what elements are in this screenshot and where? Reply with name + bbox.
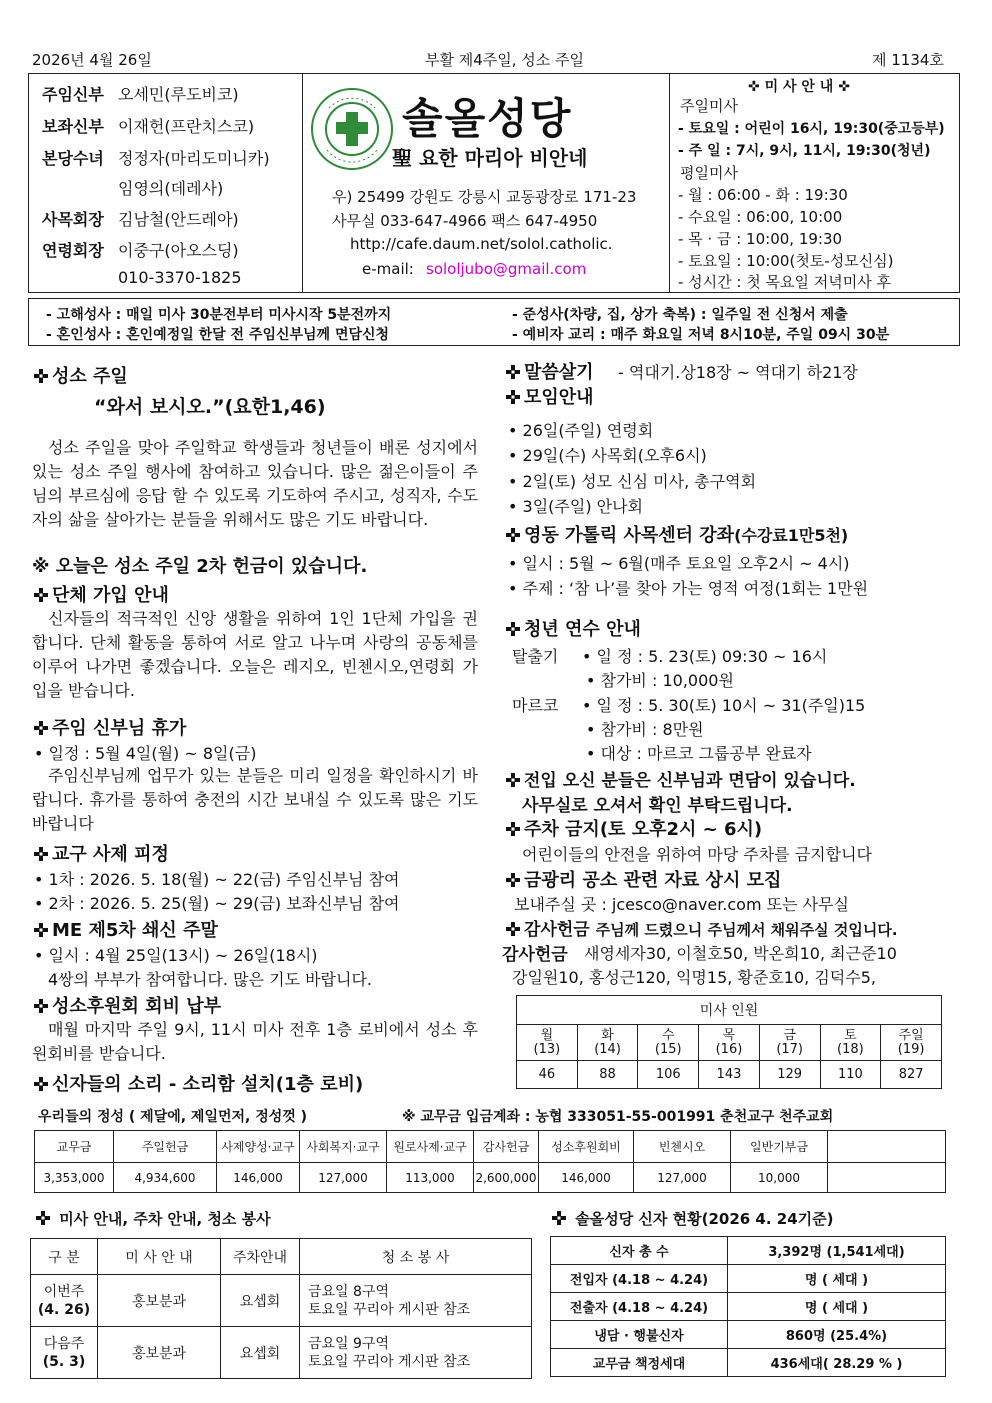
parish-title: 솔올성당 xyxy=(402,94,573,143)
clergy-role: 사목회장 xyxy=(42,210,104,229)
section-title: 성소후원회 회비 납부 xyxy=(52,996,222,1017)
section-title: 금광리 공소 관련 자료 상시 모집 xyxy=(524,870,782,891)
cleaning-cell xyxy=(300,1327,532,1379)
cleaning-line: 토요일 꾸리아 게시판 참조 xyxy=(308,1301,471,1318)
attendance-day: 토 (18) xyxy=(820,1025,881,1061)
offering-header: 사제양성·교구 xyxy=(217,1131,300,1163)
offering-value: 2,600,000 xyxy=(474,1163,539,1193)
offering-value: 127,000 xyxy=(300,1163,387,1193)
flower-icon: ✜ xyxy=(838,79,850,95)
section-title: 솔올성당 신자 현황(2026 4. 24기준) xyxy=(575,1210,834,1228)
clergy-name: 임영의(데레사) xyxy=(118,179,224,198)
issue-number: 제 1134호 xyxy=(872,51,944,69)
offering-table xyxy=(34,1130,946,1193)
notice-confession: - 고해성사 : 매일 미사 30분전부터 미사시작 5분전까지 xyxy=(46,307,392,323)
attendance-count: 106 xyxy=(638,1061,699,1089)
service-table xyxy=(30,1238,532,1379)
parish-address: 우) 25499 강원도 강릉시 교동광장로 171-23 xyxy=(332,188,637,206)
clergy-name: 이재헌(프란치스코) xyxy=(118,117,255,136)
section-title: 미사 안내, 주차 안내, 청소 봉사 xyxy=(59,1210,271,1228)
offering-value: 3,353,000 xyxy=(35,1163,114,1193)
offering-header xyxy=(828,1131,946,1163)
parish-patron: 聖 요한 마리아 비안네 xyxy=(392,146,588,170)
bullet-icon xyxy=(506,773,520,787)
bullet-icon xyxy=(506,390,520,404)
offering-header: 사회복지·교구 xyxy=(300,1131,387,1163)
section-title: ME 제5차 쇄신 주말 xyxy=(52,920,218,941)
retreat-line-1: • 1차 : 2026. 5. 18(월) ~ 22(금) 주임신부님 참여 xyxy=(34,870,400,889)
section-vocation-sunday xyxy=(34,362,128,388)
thanksgiving-subtitle: 주님께 드렸으니 주님께서 채워주실 것입니다. xyxy=(595,921,898,939)
vacation-body: 주임신부님께 업무가 있는 분들은 미리 일정을 확인하시기 바랍니다. 휴가를 통하여 충전의 시간 보내실 수 있도록 많은 기도 바랍니다 xyxy=(32,766,478,833)
service-header: 주차안내 xyxy=(221,1239,300,1275)
offering-value: 146,000 xyxy=(539,1163,634,1193)
section-meetings xyxy=(506,383,594,409)
gonso-materials-body: 보내주실 곳 : jcesco@naver.com 또는 사무실 xyxy=(514,895,850,914)
parish-email[interactable]: sololjubo@gmail.com xyxy=(426,260,587,278)
offering-value: 127,000 xyxy=(634,1163,731,1193)
members-row xyxy=(551,1237,946,1265)
bullet-icon xyxy=(506,622,520,636)
parish-seal-logo xyxy=(309,86,395,172)
sunday-mass-line: - 토요일 : 어린이 16시, 19:30(중고등부) xyxy=(678,121,945,137)
offering-header: 일반기부금 xyxy=(731,1131,828,1163)
word-living-text: - 역대기.상18장 ~ 역대기 하21장 xyxy=(618,363,858,382)
bullet-icon xyxy=(506,873,520,887)
members-row xyxy=(551,1321,946,1349)
thanksgiving-donors: 새영세자30, 이철호50, 박온희10, 최근준10 xyxy=(584,944,897,963)
section-newcomers xyxy=(506,766,856,791)
attendance-day: 수 (15) xyxy=(638,1025,699,1061)
section-priest-retreat xyxy=(34,840,169,866)
mass-attendance-table xyxy=(516,995,942,1089)
second-collection-note: ※ 오늘은 성소 주일 2차 헌금이 있습니다. xyxy=(32,556,368,577)
offering-value: 113,000 xyxy=(387,1163,474,1193)
attendance-day: 월 (13) xyxy=(517,1025,578,1061)
attendance-title: 미사 인원 xyxy=(517,996,942,1025)
week-label: 다음주 xyxy=(43,1335,85,1352)
offering-title: 우리들의 정성 ( 제달에, 제일먼저, 정성껏 ) xyxy=(38,1109,308,1125)
parish-website[interactable]: http://cafe.daum.net/solol.catholic. xyxy=(350,235,613,253)
meeting-item: • 2일(토) 성모 신심 미사, 총구역회 xyxy=(508,472,757,491)
members-label: 교무금 책정세대 xyxy=(551,1349,728,1377)
week-cell xyxy=(31,1275,98,1327)
members-value: 860명 (25.4%) xyxy=(728,1321,946,1349)
offering-header: 빈첸시오 xyxy=(634,1131,731,1163)
weekday-mass-line: - 수요일 : 06:00, 10:00 xyxy=(678,208,843,226)
members-section-title xyxy=(552,1208,834,1229)
offering-header: 성소후원회비 xyxy=(539,1131,634,1163)
bullet-icon xyxy=(506,922,520,936)
attendance-count: 143 xyxy=(699,1061,760,1089)
mass-guide-title xyxy=(748,76,850,96)
section-title: 청년 연수 안내 xyxy=(524,619,641,640)
bullet-icon xyxy=(34,369,48,383)
me-schedule: • 일시 : 4월 25일(13시) ~ 26일(18시) xyxy=(34,946,318,965)
offering-account: ※ 교무금 입금계좌 : 농협 333051-55-001991 춘천교구 천주교회 xyxy=(402,1109,834,1125)
section-group-join xyxy=(34,581,169,607)
vocation-body: 성소 주일을 맞아 주일학교 학생들과 청년들이 배론 성지에서 있는 성소 주일 행사에 참여하고 있습니다. 많은 젊은이들이 주님의 부르심에 응답 할 수 있도록 기도하여 주시고, 성직자, 수도자의 삶을 살아가는 분들을 위해서도 많은 기도 바랍니다. xyxy=(32,438,478,529)
members-label: 전입자 (4.18 ~ 4.24) xyxy=(551,1265,728,1293)
bullet-icon xyxy=(506,822,520,836)
section-title: 신자들의 소리 - 소리함 설치(1층 로비) xyxy=(52,1074,364,1095)
training-detail: • 참가비 : 10,000원 xyxy=(586,671,734,690)
bullet-icon xyxy=(34,588,48,602)
mass-guide-cell: 홍보분과 xyxy=(98,1275,221,1327)
meeting-item: • 29일(수) 사목회(오후6시) xyxy=(508,446,707,465)
members-row xyxy=(551,1349,946,1377)
clergy-role: 주임신부 xyxy=(42,85,104,104)
section-title: 단체 가입 안내 xyxy=(52,585,169,606)
sunday-mass-label: 주일미사 xyxy=(680,97,738,115)
week-date: (5. 3) xyxy=(42,1353,86,1370)
members-value: 436세대( 28.29 % ) xyxy=(728,1349,946,1377)
bullet-icon xyxy=(506,528,520,542)
offering-header: 원로사제·교구 xyxy=(387,1131,474,1163)
meeting-item: • 26일(주일) 연령회 xyxy=(508,421,654,440)
divider xyxy=(302,73,303,293)
section-title: 성소 주일 xyxy=(52,366,128,387)
section-title: 말씀살기 xyxy=(524,362,594,383)
vocation-quote: “와서 보시오.”(요한1,46) xyxy=(94,396,326,418)
parking-cell: 요셉회 xyxy=(221,1327,300,1379)
section-youth-training xyxy=(506,615,641,641)
offering-value: 4,934,600 xyxy=(114,1163,217,1193)
attendance-count: 827 xyxy=(881,1061,942,1089)
section-pastor-vacation xyxy=(34,714,186,740)
issue-date: 2026년 4월 26일 xyxy=(32,51,152,69)
section-vocation-support xyxy=(34,992,221,1018)
notice-marriage: - 혼인성사 : 혼인예정일 한달 전 주임신부님께 면담신청 xyxy=(46,327,390,343)
section-thanksgiving xyxy=(506,915,898,940)
weekday-mass-line: - 토요일 : 10:00(첫토-성모신심) xyxy=(678,252,894,270)
section-title: 영동 가톨릭 사목센터 강좌 xyxy=(524,525,735,546)
cleaning-line: 토요일 꾸리아 게시판 참조 xyxy=(308,1353,471,1370)
training-detail: • 일 정 : 5. 23(토) 09:30 ~ 16시 xyxy=(582,647,828,666)
attendance-day: 주일 (19) xyxy=(881,1025,942,1061)
section-yeongdong-lecture xyxy=(506,521,848,547)
members-value: 명 ( 세대 ) xyxy=(728,1293,946,1321)
lecture-fee: (수강료1만5천) xyxy=(734,526,849,545)
clergy-role: 본당수녀 xyxy=(42,149,104,168)
newcomers-body: 사무실로 오셔서 확인 부탁드립니다. xyxy=(522,796,793,816)
section-title: 감사헌금 xyxy=(524,920,590,940)
bullet-icon xyxy=(34,999,48,1013)
attendance-count: 129 xyxy=(759,1061,820,1089)
service-header: 청 소 봉 사 xyxy=(300,1239,532,1275)
training-detail: • 대상 : 마르코 그룹공부 완료자 xyxy=(586,744,812,763)
section-no-parking xyxy=(506,815,762,841)
bullet-icon xyxy=(552,1211,566,1225)
members-row xyxy=(551,1265,946,1293)
members-label: 신자 총 수 xyxy=(551,1237,728,1265)
section-voice-box xyxy=(34,1070,363,1096)
section-title: 주임 신부님 휴가 xyxy=(52,718,187,739)
clergy-role: 연령회장 xyxy=(42,241,104,260)
weekday-mass-line: - 목 · 금 : 10:00, 19:30 xyxy=(678,230,843,248)
notice-catechumen: - 예비자 교리 : 매주 화요일 저녁 8시10분, 주일 09시 30분 xyxy=(512,327,890,343)
section-gonso-materials xyxy=(506,866,781,892)
me-note: 4쌍의 부부가 참여합니다. 많은 기도 바랍니다. xyxy=(48,970,372,989)
section-title: 교구 사제 피정 xyxy=(52,844,169,865)
attendance-count: 46 xyxy=(517,1061,578,1089)
lecture-topic: • 주제 : ‘참 나’를 찾아 가는 영적 여정(1회는 1만원 xyxy=(508,579,869,598)
training-group-name: 마르코 xyxy=(512,696,559,715)
cleaning-line: 금요일 8구역 xyxy=(308,1283,389,1300)
flower-icon: ✜ xyxy=(748,79,760,95)
clergy-name: 오세민(루도비코) xyxy=(118,85,239,104)
members-value: 명 ( 세대 ) xyxy=(728,1265,946,1293)
week-date: (4. 26) xyxy=(37,1301,91,1318)
training-detail: • 일 정 : 5. 30(토) 10시 ~ 31(주일)15 xyxy=(582,696,866,715)
offering-header: 교무금 xyxy=(35,1131,114,1163)
attendance-day: 목 (16) xyxy=(699,1025,760,1061)
mass-title-text: 미 사 안 내 xyxy=(764,79,834,95)
attendance-count: 88 xyxy=(577,1061,638,1089)
members-label: 냉담 · 행불신자 xyxy=(551,1321,728,1349)
training-detail: • 참가비 : 8만원 xyxy=(586,720,704,739)
thanksgiving-donors: 강일원10, 홍성근120, 익명15, 황준호10, 김덕수5, xyxy=(512,968,876,987)
section-title: 주차 금지(토 오후2시 ~ 6시) xyxy=(524,819,763,840)
week-cell xyxy=(31,1327,98,1379)
liturgical-title: 부활 제4주일, 성소 주일 xyxy=(425,51,585,69)
lecture-schedule: • 일시 : 5월 ~ 6월(매주 토요일 오후2시 ~ 4시) xyxy=(508,554,850,573)
bullet-icon xyxy=(34,923,48,937)
clergy-role: 보좌신부 xyxy=(42,117,104,136)
clergy-name: 정정자(마리도미니카) xyxy=(118,149,270,168)
service-section-title xyxy=(36,1208,271,1229)
meeting-item: • 3일(주일) 안나회 xyxy=(508,497,644,516)
vocation-support-body: 매월 마지막 주일 9시, 11시 미사 전후 1층 로비에서 성소 후원회비를 받습니다. xyxy=(32,1020,478,1063)
service-row xyxy=(31,1327,532,1379)
members-label: 전출자 (4.18 ~ 4.24) xyxy=(551,1293,728,1321)
offering-header: 감사헌금 xyxy=(474,1131,539,1163)
section-word-living xyxy=(506,358,594,384)
offering-header: 주일헌금 xyxy=(114,1131,217,1163)
offering-value xyxy=(828,1163,946,1193)
attendance-day: 화 (14) xyxy=(577,1025,638,1061)
service-header: 미 사 안 내 xyxy=(98,1239,221,1275)
divider xyxy=(669,73,670,293)
members-table xyxy=(550,1236,946,1377)
week-label: 이번주 xyxy=(43,1283,85,1300)
weekday-mass-line: - 월 : 06:00 - 화 : 19:30 xyxy=(678,186,848,204)
no-parking-body: 어린이들의 안전을 위하여 마당 주차를 금지합니다 xyxy=(522,845,873,864)
cleaning-cell xyxy=(300,1275,532,1327)
weekday-mass-line: - 성시간 : 첫 목요일 저녁미사 후 xyxy=(678,273,891,291)
service-header: 구 분 xyxy=(31,1239,98,1275)
members-value: 3,392명 (1,541세대) xyxy=(728,1237,946,1265)
clergy-name: 이중구(아오스딩) xyxy=(118,241,239,260)
members-row xyxy=(551,1293,946,1321)
bullet-icon xyxy=(34,847,48,861)
notice-blessing: - 준성사(차량, 집, 상가 축복) : 일주일 전 신청서 제출 xyxy=(512,307,848,323)
bullet-icon xyxy=(34,721,48,735)
clergy-name: 김남철(안드레아) xyxy=(118,210,239,229)
vacation-schedule: • 일정 : 5월 4일(월) ~ 8일(금) xyxy=(34,744,257,763)
section-title: 모임안내 xyxy=(524,387,594,408)
parish-phone: 사무실 033-647-4966 팩스 647-4950 xyxy=(332,212,598,230)
bullet-icon xyxy=(34,1077,48,1091)
training-group-name: 탈출기 xyxy=(512,647,559,666)
parking-cell: 요셉회 xyxy=(221,1275,300,1327)
attendance-day: 금 (17) xyxy=(759,1025,820,1061)
section-title: 전입 오신 분들은 신부님과 면담이 있습니다. xyxy=(524,771,856,791)
cleaning-line: 금요일 9구역 xyxy=(308,1335,389,1352)
offering-value: 10,000 xyxy=(731,1163,828,1193)
attendance-count: 110 xyxy=(820,1061,881,1089)
clergy-phone: 010-3370-1825 xyxy=(118,268,242,287)
retreat-line-2: • 2차 : 2026. 5. 25(월) ~ 29(금) 보좌신부님 참여 xyxy=(34,894,400,913)
thanksgiving-label: 감사헌금 xyxy=(502,945,568,965)
email-label: e-mail: xyxy=(362,260,414,278)
service-row xyxy=(31,1275,532,1327)
bullet-icon xyxy=(36,1211,50,1225)
weekday-mass-label: 평일미사 xyxy=(680,164,738,182)
group-join-body: 신자들의 적극적인 신앙 생활을 위하여 1인 1단체 가입을 권합니다. 단체 활동을 통하여 서로 알고 나누며 사랑의 공동체를 이루어 나가면 좋겠습니다. 오늘은 레지오, 빈첸시오,연령회 가입을 받습니다. xyxy=(32,609,478,700)
mass-guide-cell: 홍보분과 xyxy=(98,1327,221,1379)
offering-value: 146,000 xyxy=(217,1163,300,1193)
sunday-mass-line: - 주 일 : 7시, 9시, 11시, 19:30(청년) xyxy=(678,143,931,159)
section-me-weekend xyxy=(34,916,218,942)
bullet-icon xyxy=(506,365,520,379)
